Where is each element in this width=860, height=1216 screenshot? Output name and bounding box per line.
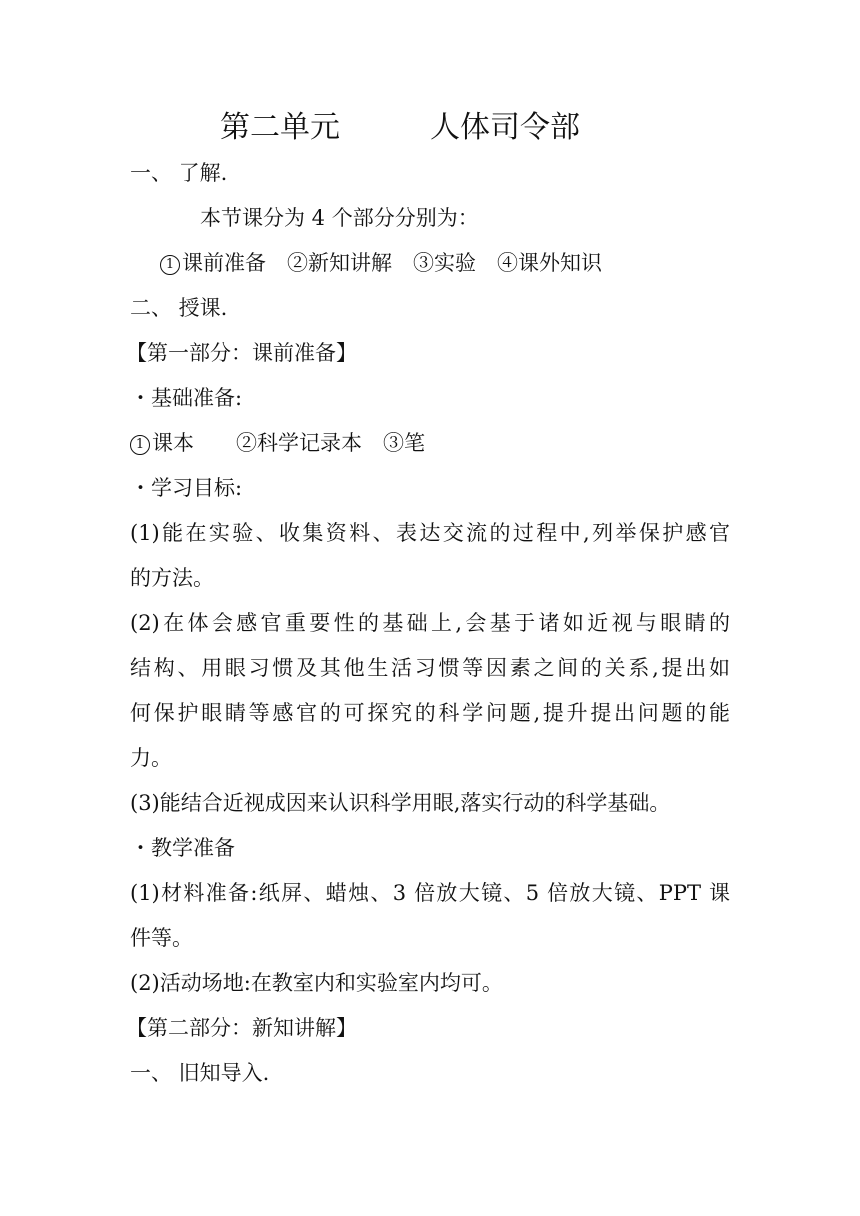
basic-prep-items-text: 课本 ②科学记录本 ③笔 [152, 431, 425, 455]
learning-goals-heading: ・学习目标: [130, 476, 243, 500]
basic-prep-heading: ・基础准备: [130, 386, 243, 410]
goal-2-line-2: 结构、用眼习惯及其他生活习惯等因素之间的关系,提出如 [130, 656, 730, 680]
parts-list [160, 248, 602, 278]
basic-prep-items [130, 428, 425, 458]
materials-line-1: (1)材料准备:纸屏、蜡烛、3 倍放大镜、5 倍放大镜、PPT 课 [130, 881, 730, 905]
venue-line: (2)活动场地:在教室内和实验室内均可。 [130, 971, 503, 995]
teaching-prep-heading: ・教学准备 [130, 836, 235, 860]
intro-line: 本节课分为 4 个部分分别为： [200, 206, 479, 230]
parts-list-text: 课前准备 ②新知讲解 ③实验 ④课外知识 [182, 251, 602, 275]
goal-2-line-3: 何保护眼睛等感官的可探究的科学问题,提升提出问题的能 [130, 701, 730, 725]
materials-line-2: 件等。 [130, 926, 193, 950]
goal-3: (3)能结合近视成因来认识科学用眼,落实行动的科学基础。 [130, 791, 671, 815]
section-heading-review: 一、 旧知导入. [130, 1061, 270, 1085]
goal-1-line-1: (1)能在实验、收集资料、表达交流的过程中,列举保护感官 [130, 521, 730, 545]
page-title: 第二单元 人体司令部 [220, 110, 580, 145]
circled-number-one: 1 [130, 435, 150, 455]
part-two-heading: 【第二部分：新知讲解】 [126, 1016, 357, 1040]
part-one-heading: 【第一部分：课前准备】 [126, 341, 357, 365]
goal-1-line-2: 的方法。 [130, 566, 214, 590]
goal-2-line-4: 力。 [130, 746, 172, 770]
goal-2-line-1: (2)在体会感官重要性的基础上,会基于诸如近视与眼睛的 [130, 611, 730, 635]
circled-number-one: 1 [160, 255, 180, 275]
section-heading-understand: 一、 了解. [130, 161, 228, 185]
section-heading-teach: 二、 授课. [130, 296, 228, 320]
